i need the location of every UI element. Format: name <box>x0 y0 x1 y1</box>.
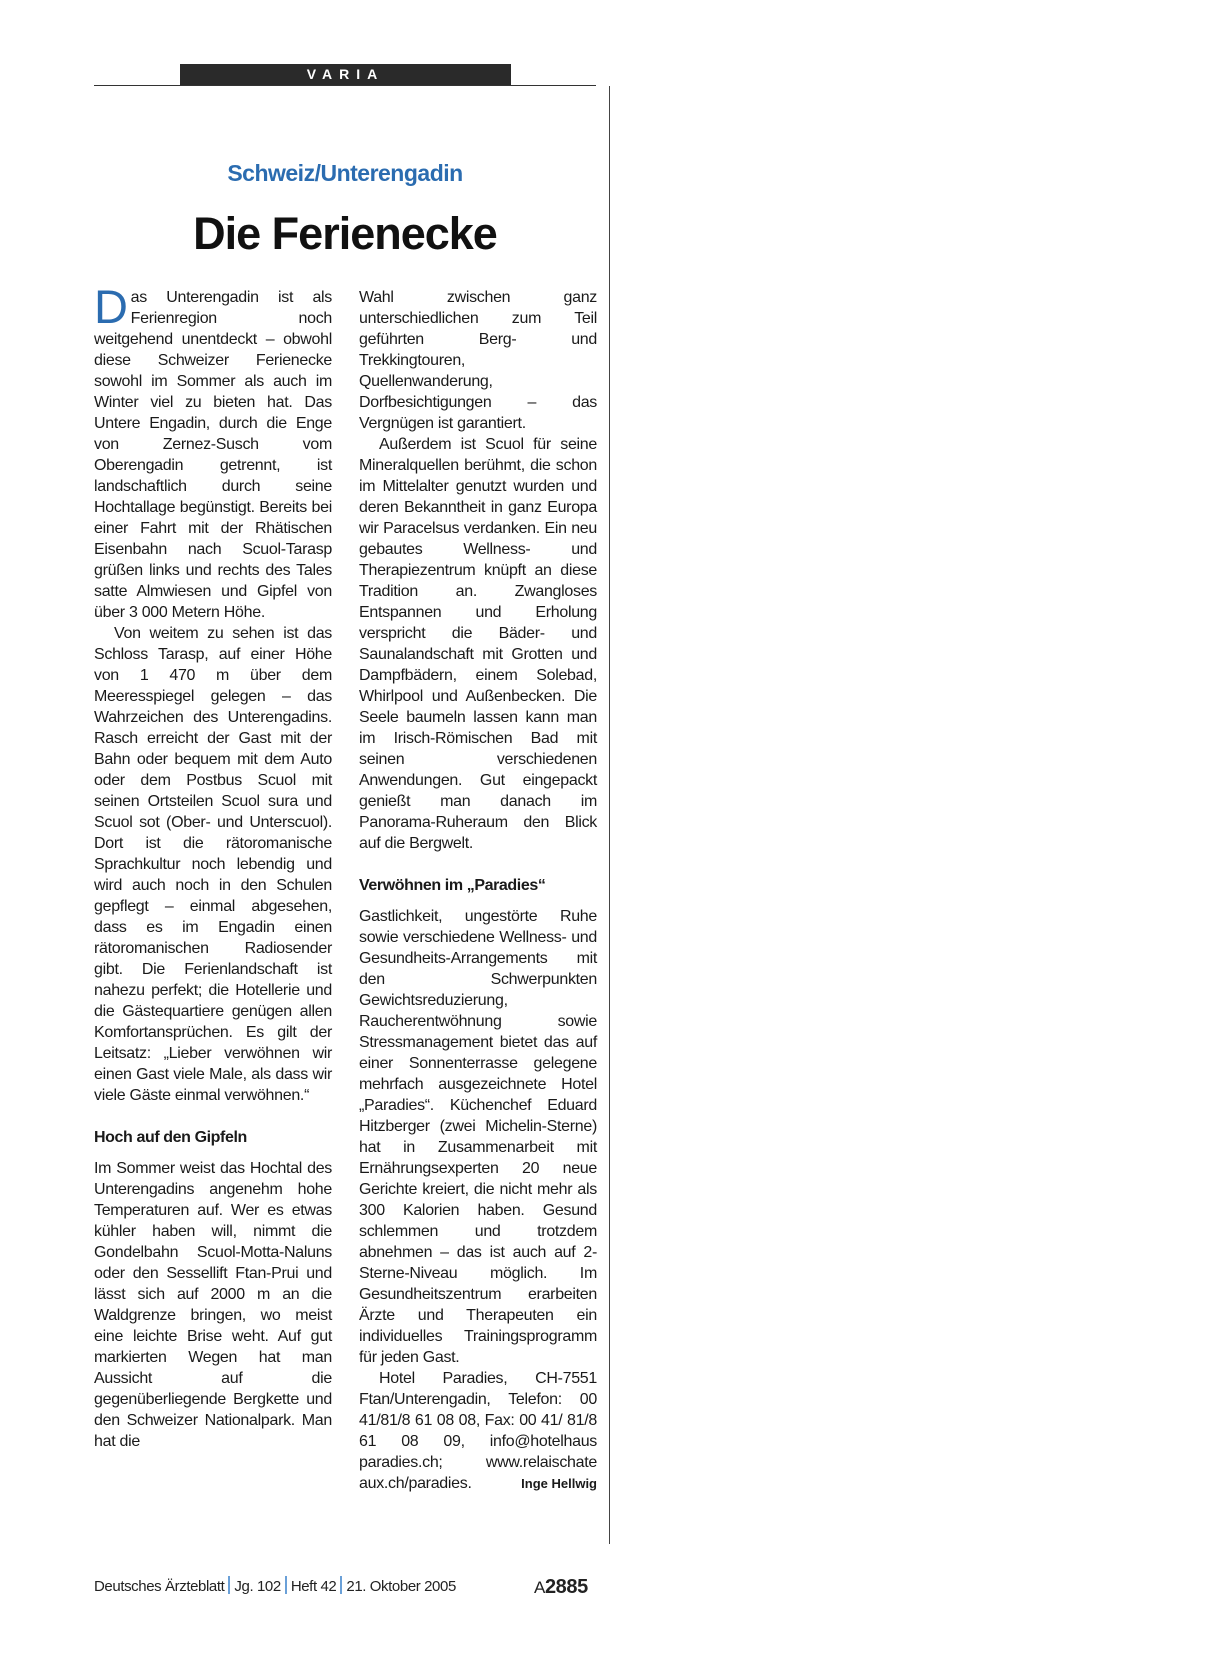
contact-text: Hotel Paradies, CH-7551 Ftan/Unterengadin, Telefon: 00 41/81/8 61 08 08, Fax: 00 41/ 81/8 61 08 09, info@hotelhaus paradies.ch; www.relaischate aux.ch/paradies. <box>359 1370 597 1492</box>
paragraph-intro-text: as Unterengadin ist als Ferienregion noch weitgehend unentdeckt – obwohl diese Schweizer Ferienecke sowohl im Sommer als auch im Winter viel zu bieten hat. Das Untere Engadin, durch die Enge von Zernez-Susch vom Oberengadin getrennt, ist landschaftlich durch seine Hochtallage begünstigt. Bereits bei einer Fahrt mit der Rhätischen Eisenbahn nach Scuol-Tarasp grüßen links und rechts des Tales satte Almwiesen und Gipfel von über 3 000 Metern Höhe. <box>94 289 332 621</box>
page-number-value: 2885 <box>544 1576 588 1598</box>
journal-date: 21. Oktober 2005 <box>346 1578 456 1595</box>
article-kicker: Schweiz/Unterengadin <box>227 160 463 186</box>
subheading-gipfeln: Hoch auf den Gipfeln <box>94 1129 247 1146</box>
paragraph: Gastlichkeit, ungestörte Ruhe sowie verschiedene Wellness- und Gesundheits-Arrangements mit den Schwerpunkten Gewichtsreduzierung, Raucherentwöhnung sowie Stressmanagement bietet das auf einer Sonnenterrasse gelegene mehrfach ausgezeichnete Hotel „Paradies“. Küchenchef Eduard Hitzberger (zwei Michelin-Sterne) hat in Zusammenarbeit mit Ernährungsexperten 20 neue Gerichte kreiert, die nicht mehr als 300 Kalorien haben. Gesund schlemmen und trotzdem abnehmen – das ist auch auf 2-Sterne-Niveau möglich. Im Gesundheitszentrum erarbeiten Ärzte und Therapeuten ein individuelles Trainingsprogramm für jeden Gast. <box>359 908 597 1366</box>
paragraph: Außerdem ist Scuol für seine Mineralquellen berühmt, die schon im Mittelalter genutzt wurden und deren Bekanntheit in ganz Europa wir Paracelsus verdanken. Ein neu gebautes Wellness- und Therapiezentrum knüpft an diese Tradition an. Zwangloses Entspannen und Erholung verspricht die Bäder- und Saunalandschaft mit Grotten und Dampfbädern, einem Solebad, Whirlpool und Außenbecken. Die Seele baumeln lassen kann man im Irisch-Römischen Bad mit seinen verschiedenen Anwendungen. Gut eingepackt genießt man danach im Panorama-Ruheraum den Blick auf die Bergwelt. <box>359 436 597 852</box>
column-right-rule <box>609 86 610 1544</box>
journal-issue: Heft 42 <box>290 1578 337 1595</box>
dropcap: D <box>94 280 128 333</box>
subheading-paradies: Verwöhnen im „Paradies“ <box>359 877 546 894</box>
journal-volume: Jg. 102 <box>234 1578 281 1595</box>
journal-name: Deutsches Ärzteblatt <box>94 1578 225 1595</box>
footer-separator <box>285 1576 287 1594</box>
footer-separator <box>228 1576 230 1594</box>
paragraph: Im Sommer weist das Hochtal des Unterengadins angenehm hohe Temperaturen auf. Wer es etwas kühler haben will, nimmt die Gondelbahn Scuol-Motta-Naluns oder den Sessellift Ftan-Prui und lässt sich auf 2000 m an die Waldgrenze bringen, wo meist eine leichte Brise weht. Auf gut markierten Wegen hat man Aussicht auf die gegenüberliegende Bergkette und den Schweizer Nationalpark. Man hat die <box>94 1160 332 1450</box>
article-column-left <box>94 280 332 1452</box>
section-header-bar: VARIA <box>180 64 511 85</box>
paragraph: Von weitem zu sehen ist das Schloss Tarasp, auf einer Höhe von 1 470 m über dem Meeresspiegel gelegen – das Wahrzeichen des Unterengadins. Rasch erreicht der Gast mit der Bahn oder bequem mit dem Auto oder dem Postbus Scuol mit seinen Ortsteilen Scuol sura und Scuol sot (Ober- und Unterscuol). Dort ist die rätoromanische Sprachkultur noch lebendig und wird auch noch in den Schulen gepflegt – einmal abgesehen, dass es im Engadin einen rätoromanischen Radiosender gibt. Die Ferienlandschaft ist nahezu perfekt; die Hotellerie und die Gästequartiere genügen allen Komfortansprüchen. Es gilt der Leitsatz: „Lieber verwöhnen wir einen Gast viele Male, als dass wir viele Gäste einmal verwöhnen.“ <box>94 625 332 1104</box>
page-prefix: A <box>534 1578 545 1597</box>
paragraph: Wahl zwischen ganz unterschiedlichen zum Teil geführten Berg- und Trekkingtouren, Quellenwanderung, Dorfbesichtigungen – das Vergnügen ist garantiert. <box>359 289 597 432</box>
article-title: Die Ferienecke <box>193 208 497 259</box>
page-number <box>534 1574 588 1601</box>
contact-paragraph <box>359 1368 597 1494</box>
header-rule <box>94 85 596 86</box>
page-footer <box>94 1574 596 1600</box>
footer-separator <box>340 1576 342 1594</box>
article-column-right <box>359 287 597 1494</box>
author-name: Inge Hellwig <box>521 1476 597 1491</box>
paragraph-intro <box>94 280 332 623</box>
